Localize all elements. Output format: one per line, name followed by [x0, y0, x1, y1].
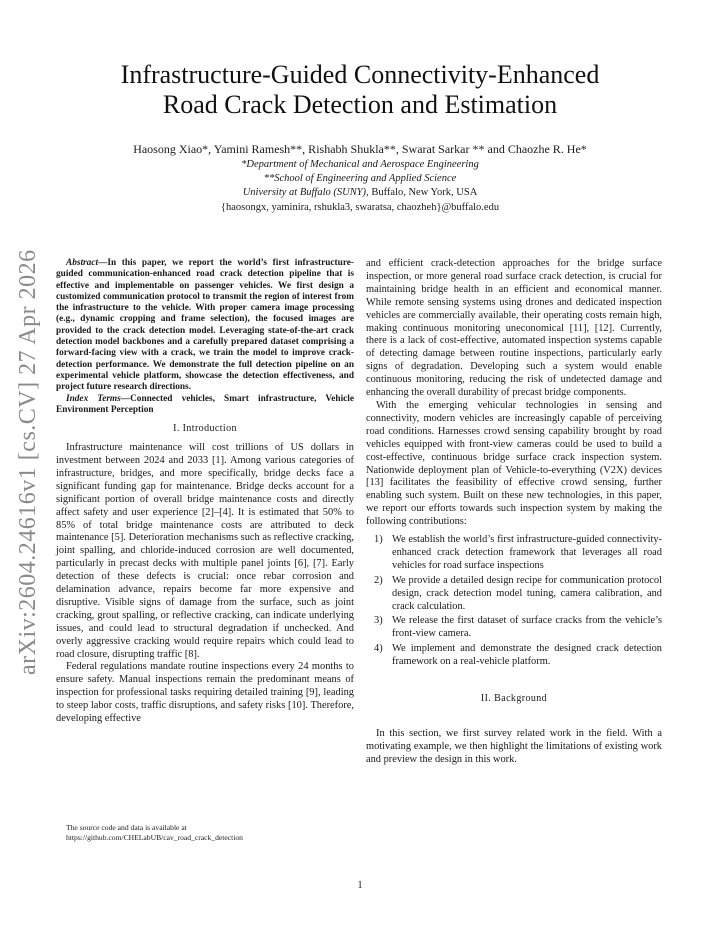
right-paragraph-1: and efficient crack-detection approaches for the bridge surface inspection, or more general road surface crack detection, is crucial for maintaining bridge health in an efficient and economical manner. While remote sensing systems using drones and dedicated inspection vehicles are commercially available, their operating costs remain high, making continuous monitoring uneconomical [11], [12]. Currently, there is a lack of cost-effective, automated inspection systems capable of detecting damage between routine inspections, particularly early signs of degradation. Developing such a system would enable continuous monitoring, reducing the risk of undetected damage and enhancing the overall durability of precast bridge components. [366, 258, 662, 399]
university-location: Buffalo, New York, USA [368, 187, 478, 198]
title-line-2: Road Crack Detection and Estimation [162, 90, 558, 119]
left-column [56, 258, 354, 726]
list-item [366, 615, 662, 641]
abstract-text: —In this paper, we report the world’s first infrastructure-guided communication-enhanced road crack detection pipeline that is effective and implementable on passenger vehicles. We first design a customized communication protocol to transmit the region of interest from the infrastructure to the vehicle. With proper camera image processing (e.g., dynamic cropping and frame selection), the focused images are provided to the crack detection model. Leveraging state-of-the-art crack detection model backbones and a carefully prepared dataset comprising a forward-facing view with a crack, we train the model to improve crack-detection performance. We demonstrate the full detection pipeline on an experimental vehicle platform, showcase the detection effectiveness, and project future research directions. [56, 258, 354, 393]
list-item [366, 643, 662, 669]
list-item-number: 3) [374, 615, 383, 627]
list-item [366, 575, 662, 614]
abstract-label: Abstract [66, 258, 99, 268]
affiliation-university [60, 186, 660, 200]
author-list: Haosong Xiao*, Yamini Ramesh**, Rishabh Shukla**, Swarat Sarkar ** and Chaozhe R. He* [133, 142, 587, 156]
abstract [56, 258, 354, 394]
list-item [366, 534, 662, 573]
list-item-text: We provide a detailed design recipe for communication protocol design, crack detection model tuning, camera calibration, and crack calculation. [392, 574, 662, 612]
list-item-text: We implement and demonstrate the designed crack detection framework on a real-vehicle platform. [392, 643, 662, 668]
section-heading-introduction: I. Introduction [173, 423, 237, 435]
section-heading-background: II. Background [480, 693, 548, 705]
index-terms [56, 394, 354, 417]
list-item-text: We release the first dataset of surface cracks from the vehicle’s front-view camera. [392, 615, 662, 640]
intro-paragraph-1: Infrastructure maintenance will cost trillions of US dollars in investment between 2024 and 2033 [1]. Among various categories of infrastructure, bridges, and more specifically, bridge decks face a significant funding gap for maintenance. Bridge decks account for a significant portion of overall bridge maintenance costs and directly affect safety and user experience [2]–[4]. It is estimated that 50% to 85% of total bridge maintenance costs are attributed to deck maintenance [5]. Deterioration mechanisms such as reflective cracking, joint spalling, and chloride-induced corrosion are well documented, particularly in precast decks with multiple panel joints [6], [7]. Early detection of these defects is crucial: once rebar corrosion and delamination advance, repairs become far more expensive and disruptive. Visible signs of damage from the surface, such as joint cracking, grout spalling, or reflective cracking, can indicate underlying issues, and could lead to structural degradation if unchecked. And overly aggressive cracking would require repairs which could lead to road closure, disrupting traffic [8]. [56, 442, 354, 660]
list-item-number: 4) [374, 643, 383, 655]
footnote [66, 823, 356, 843]
right-paragraph-2: With the emerging vehicular technologies in sensing and connectivity, modern vehicles are increasingly capable of perceiving road conditions. Harnesses crowd sensing capability brought by road vehicles equipped with front-view cameras could be used to build a cost-effective, continuous bridge surface crack inspection system. Nationwide deployment plan of Vehicle-to-everything (V2X) devices [13] facilitates the feasibility of effective crowd sensing, further enabling such system. Built on these new technologies, in this paper, we report our efforts towards such inspection system by making the following contributions: [366, 399, 662, 528]
arxiv-stamp: arXiv:2604.24616v1 [cs.CV] 27 Apr 2026 [15, 249, 41, 675]
list-item-number: 1) [374, 534, 383, 546]
list-item-number: 2) [374, 574, 383, 586]
index-terms-label: Index Terms [66, 393, 121, 404]
intro-paragraph-2: Federal regulations mandate routine inspections every 24 months to ensure safety. Manual inspections remain the predominant means of inspection for professional tasks requiring detailed training [9], leading to steep labor costs, traffic disruptions, and safety risks [10]. Therefore, developing effective [56, 661, 354, 725]
university-name: University at Buffalo (SUNY), [242, 187, 369, 198]
footnote-text: The source code and data is available at [66, 823, 187, 832]
contribution-list [366, 534, 662, 669]
affiliation-school: **School of Engineering and Applied Science [263, 173, 457, 184]
affiliation-department: *Department of Mechanical and Aerospace Engineering [241, 159, 479, 170]
index-terms-text: —Connected vehicles, Smart infrastructure, Vehicle Environment Perception [56, 393, 354, 415]
page-number: 1 [357, 880, 363, 891]
footnote-link[interactable]: https://github.com/CHELabUB/cav_road_crack_detection [66, 833, 243, 842]
background-paragraph-1: In this section, we first survey related work in the field. With a motivating example, we then highlight the limitations of existing work and preview the design in this work. [366, 728, 662, 765]
paper-title [60, 60, 660, 120]
title-line-1: Infrastructure-Guided Connectivity-Enhanced [120, 60, 600, 89]
list-item-text: We establish the world’s first infrastructure-guided connectivity-enhanced crack detection framework that leverages all road vehicles for road surface inspections [392, 534, 662, 571]
right-column [366, 258, 662, 767]
author-emails: {haosongx, yaminira, rshukla3, swaratsa, chaozheh}@buffalo.edu [220, 202, 500, 213]
